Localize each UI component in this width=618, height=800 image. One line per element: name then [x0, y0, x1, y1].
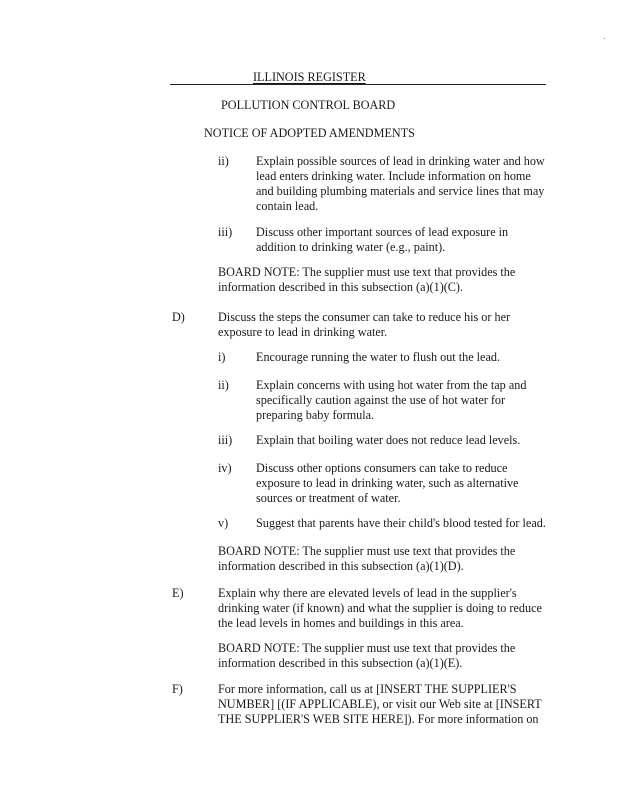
item-text — [218, 641, 515, 671]
text-line: specifically caution against the use of hot water for — [256, 393, 506, 407]
item-label: ii) — [218, 378, 229, 392]
item-text — [256, 516, 546, 531]
item-text — [256, 350, 500, 365]
text-line: BOARD NOTE: The supplier must use text that provides the — [218, 265, 516, 279]
text-line: For more information, call us at [INSERT THE SUPPLIER'S — [218, 682, 517, 696]
item-label: ii) — [218, 154, 229, 168]
text-line: Explain possible sources of lead in drinking water and how — [256, 154, 545, 168]
item-text — [218, 586, 542, 631]
text-line: and building plumbing materials and service lines that may — [256, 184, 545, 198]
item-label: iv) — [218, 461, 232, 475]
item-text — [218, 682, 542, 727]
text-line: BOARD NOTE: The supplier must use text that provides the — [218, 641, 516, 655]
item-text — [218, 310, 510, 340]
item-label: v) — [218, 516, 229, 530]
text-line: addition to drinking water (e.g., paint). — [256, 240, 446, 254]
item-label: iii) — [218, 433, 233, 447]
text-line: sources or treatment of water. — [256, 491, 401, 505]
item-text — [218, 544, 515, 574]
item-label: F) — [172, 682, 183, 696]
text-line: exposure to lead in drinking water. — [218, 325, 388, 339]
text-line: the lead levels in homes and buildings in this area. — [218, 616, 464, 630]
text-line: Discuss the steps the consumer can take to reduce his or her — [218, 310, 511, 324]
text-line: information described in this subsection (a)(1)(C). — [218, 280, 464, 294]
text-line: NUMBER] [(IF APPLICABLE), or visit our Web site at [INSERT — [218, 697, 542, 711]
text-line: drinking water (if known) and what the supplier is doing to reduce — [218, 601, 542, 615]
agency-title: POLLUTION CONTROL BOARD — [221, 98, 396, 112]
item-label: i) — [218, 350, 226, 364]
text-line: preparing baby formula. — [256, 408, 375, 422]
text-line: Explain concerns with using hot water from the tap and — [256, 378, 527, 392]
header-rule — [170, 84, 546, 85]
item-text — [256, 225, 508, 255]
scan-speck — [604, 38, 605, 39]
text-line: BOARD NOTE: The supplier must use text that provides the — [218, 544, 516, 558]
item-label: iii) — [218, 225, 233, 239]
text-line: Encourage running the water to flush out the lead. — [256, 350, 501, 364]
item-text — [256, 154, 545, 214]
item-text — [256, 378, 526, 423]
notice-title: NOTICE OF ADOPTED AMENDMENTS — [204, 126, 415, 140]
text-line: lead enters drinking water. Include information on home — [256, 169, 531, 183]
item-text — [218, 265, 515, 295]
text-line: Discuss other important sources of lead exposure in — [256, 225, 509, 239]
text-line: THE SUPPLIER'S WEB SITE HERE]). For more information on — [218, 712, 539, 726]
text-line: information described in this subsection (a)(1)(D). — [218, 559, 464, 573]
text-line: exposure to lead in drinking water, such as alternative — [256, 476, 519, 490]
text-line: Explain why there are elevated levels of lead in the supplier's — [218, 586, 517, 600]
register-title: ILLINOIS REGISTER — [253, 70, 366, 84]
text-line: Discuss other options consumers can take to reduce — [256, 461, 508, 475]
item-label: D) — [172, 310, 185, 324]
text-line: information described in this subsection (a)(1)(E). — [218, 656, 463, 670]
item-text — [256, 461, 518, 506]
text-line: Explain that boiling water does not reduce lead levels. — [256, 433, 521, 447]
text-line: Suggest that parents have their child's blood tested for lead. — [256, 516, 546, 530]
item-label: E) — [172, 586, 184, 600]
text-line: contain lead. — [256, 199, 319, 213]
item-text — [256, 433, 520, 448]
